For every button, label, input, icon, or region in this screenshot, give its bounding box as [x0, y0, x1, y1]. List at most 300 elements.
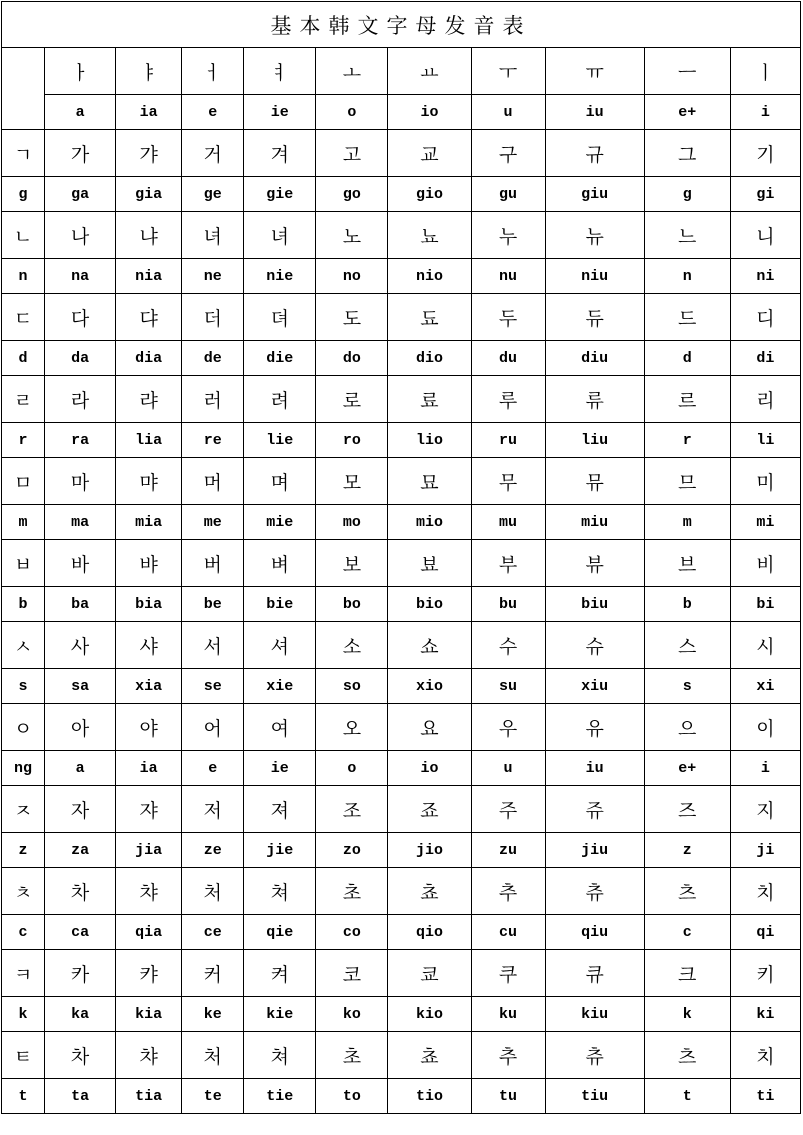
romanization-cell: bi	[730, 587, 800, 622]
syllable-cell: 쵸	[388, 868, 471, 915]
syllable-cell: 츄	[545, 1032, 644, 1079]
syllable-cell: 크	[644, 950, 730, 997]
romanization-row	[2, 259, 801, 294]
syllable-cell: 녀	[244, 212, 316, 259]
romanization-cell: qiu	[545, 915, 644, 950]
vowel-cell: ㅏ	[45, 48, 116, 95]
vowel-header-row	[2, 48, 801, 95]
corner-cell	[2, 48, 45, 130]
romanization-row	[2, 669, 801, 704]
syllable-cell: 모	[316, 458, 388, 505]
syllable-cell: 즈	[644, 786, 730, 833]
romanization-cell: e+	[644, 751, 730, 786]
syllable-cell: 그	[644, 130, 730, 177]
romanization-cell: nia	[116, 259, 182, 294]
romanization-cell: tia	[116, 1079, 182, 1114]
romanization-cell: ta	[45, 1079, 116, 1114]
syllable-cell: 려	[244, 376, 316, 423]
romanization-cell: bu	[471, 587, 545, 622]
romanization-cell: jiu	[545, 833, 644, 868]
romanization-cell: nio	[388, 259, 471, 294]
syllable-cell: 느	[644, 212, 730, 259]
syllable-cell: 시	[730, 622, 800, 669]
romanization-row	[2, 751, 801, 786]
syllable-cell: 우	[471, 704, 545, 751]
syllable-cell: 먀	[116, 458, 182, 505]
syllable-cell: 쇼	[388, 622, 471, 669]
syllable-cell: 뇨	[388, 212, 471, 259]
syllable-cell: 기	[730, 130, 800, 177]
consonant-cell: ㅌ	[2, 1032, 45, 1079]
syllable-cell: 버	[182, 540, 244, 587]
romanization-cell: diu	[545, 341, 644, 376]
syllable-cell: 쵸	[388, 1032, 471, 1079]
vowel-cell: ㅕ	[244, 48, 316, 95]
consonant-cell: ㅇ	[2, 704, 45, 751]
romanization-cell: dio	[388, 341, 471, 376]
syllable-cell: 쿄	[388, 950, 471, 997]
syllable-cell: 며	[244, 458, 316, 505]
romanization-cell: su	[471, 669, 545, 704]
consonant-roman-cell: t	[2, 1079, 45, 1114]
syllable-cell: 처	[182, 1032, 244, 1079]
consonant-cell: ㅂ	[2, 540, 45, 587]
syllable-cell: 샤	[116, 622, 182, 669]
syllable-cell: 뱌	[116, 540, 182, 587]
syllable-cell: 갸	[116, 130, 182, 177]
syllable-cell: 뉴	[545, 212, 644, 259]
vowel-roman-cell: ia	[116, 95, 182, 130]
romanization-cell: re	[182, 423, 244, 458]
romanization-cell: ma	[45, 505, 116, 540]
romanization-cell: z	[644, 833, 730, 868]
romanization-cell: jio	[388, 833, 471, 868]
syllable-row	[2, 786, 801, 833]
syllable-cell: 오	[316, 704, 388, 751]
romanization-cell: ne	[182, 259, 244, 294]
syllable-cell: 챠	[116, 1032, 182, 1079]
syllable-cell: 듀	[545, 294, 644, 341]
syllable-cell: 르	[644, 376, 730, 423]
romanization-cell: iu	[545, 751, 644, 786]
romanization-cell: du	[471, 341, 545, 376]
romanization-cell: a	[45, 751, 116, 786]
romanization-cell: u	[471, 751, 545, 786]
consonant-cell: ㅊ	[2, 868, 45, 915]
syllable-cell: 차	[45, 868, 116, 915]
syllable-cell: 캬	[116, 950, 182, 997]
romanization-cell: zo	[316, 833, 388, 868]
romanization-cell: da	[45, 341, 116, 376]
syllable-row	[2, 540, 801, 587]
romanization-cell: qi	[730, 915, 800, 950]
romanization-cell: gio	[388, 177, 471, 212]
vowel-roman-cell: o	[316, 95, 388, 130]
romanization-cell: xi	[730, 669, 800, 704]
syllable-cell: 치	[730, 1032, 800, 1079]
syllable-cell: 쳐	[244, 868, 316, 915]
syllable-cell: 리	[730, 376, 800, 423]
vowel-cell: ㅗ	[316, 48, 388, 95]
syllable-cell: 냐	[116, 212, 182, 259]
vowel-roman-cell: e+	[644, 95, 730, 130]
syllable-cell: 누	[471, 212, 545, 259]
syllable-cell: 비	[730, 540, 800, 587]
romanization-cell: se	[182, 669, 244, 704]
vowel-cell: ㅛ	[388, 48, 471, 95]
romanization-cell: gi	[730, 177, 800, 212]
vowel-cell: ㅠ	[545, 48, 644, 95]
syllable-cell: 두	[471, 294, 545, 341]
romanization-cell: bo	[316, 587, 388, 622]
syllable-cell: 차	[45, 1032, 116, 1079]
romanization-cell: sa	[45, 669, 116, 704]
syllable-cell: 저	[182, 786, 244, 833]
consonant-roman-cell: d	[2, 341, 45, 376]
romanization-cell: kiu	[545, 997, 644, 1032]
syllable-row	[2, 950, 801, 997]
hangul-pronunciation-table	[1, 1, 801, 1114]
vowel-cell: ㅡ	[644, 48, 730, 95]
romanization-cell: jia	[116, 833, 182, 868]
vowel-roman-cell: i	[730, 95, 800, 130]
romanization-cell: die	[244, 341, 316, 376]
vowel-roman-cell: io	[388, 95, 471, 130]
romanization-cell: de	[182, 341, 244, 376]
romanization-cell: me	[182, 505, 244, 540]
romanization-cell: io	[388, 751, 471, 786]
romanization-cell: gia	[116, 177, 182, 212]
romanization-cell: ti	[730, 1079, 800, 1114]
romanization-cell: k	[644, 997, 730, 1032]
romanization-cell: lia	[116, 423, 182, 458]
syllable-cell: 마	[45, 458, 116, 505]
syllable-cell: 거	[182, 130, 244, 177]
romanization-row	[2, 177, 801, 212]
vowel-roman-row	[2, 95, 801, 130]
romanization-cell: mio	[388, 505, 471, 540]
romanization-cell: ge	[182, 177, 244, 212]
syllable-cell: 츠	[644, 868, 730, 915]
syllable-cell: 묘	[388, 458, 471, 505]
romanization-cell: mu	[471, 505, 545, 540]
syllable-cell: 져	[244, 786, 316, 833]
romanization-cell: ba	[45, 587, 116, 622]
syllable-cell: 커	[182, 950, 244, 997]
romanization-cell: ra	[45, 423, 116, 458]
syllable-cell: 니	[730, 212, 800, 259]
romanization-cell: gu	[471, 177, 545, 212]
consonant-roman-cell: z	[2, 833, 45, 868]
syllable-cell: 키	[730, 950, 800, 997]
vowel-roman-cell: e	[182, 95, 244, 130]
romanization-cell: qia	[116, 915, 182, 950]
syllable-cell: 츠	[644, 1032, 730, 1079]
romanization-row	[2, 505, 801, 540]
syllable-cell: 녀	[182, 212, 244, 259]
syllable-cell: 브	[644, 540, 730, 587]
romanization-cell: ko	[316, 997, 388, 1032]
vowel-roman-cell: ie	[244, 95, 316, 130]
syllable-cell: 쥬	[545, 786, 644, 833]
romanization-cell: t	[644, 1079, 730, 1114]
romanization-cell: i	[730, 751, 800, 786]
romanization-cell: jie	[244, 833, 316, 868]
consonant-roman-cell: s	[2, 669, 45, 704]
romanization-cell: ie	[244, 751, 316, 786]
syllable-cell: 규	[545, 130, 644, 177]
romanization-cell: nu	[471, 259, 545, 294]
romanization-cell: tie	[244, 1079, 316, 1114]
vowel-roman-cell: iu	[545, 95, 644, 130]
syllable-cell: 이	[730, 704, 800, 751]
syllable-cell: 서	[182, 622, 244, 669]
syllable-cell: 고	[316, 130, 388, 177]
syllable-cell: 루	[471, 376, 545, 423]
romanization-row	[2, 1079, 801, 1114]
syllable-cell: 자	[45, 786, 116, 833]
romanization-cell: s	[644, 669, 730, 704]
syllable-cell: 무	[471, 458, 545, 505]
consonant-cell: ㄱ	[2, 130, 45, 177]
syllable-cell: 부	[471, 540, 545, 587]
romanization-row	[2, 915, 801, 950]
romanization-cell: te	[182, 1079, 244, 1114]
syllable-cell: 지	[730, 786, 800, 833]
romanization-cell: kia	[116, 997, 182, 1032]
syllable-cell: 댜	[116, 294, 182, 341]
syllable-row	[2, 458, 801, 505]
consonant-roman-cell: b	[2, 587, 45, 622]
syllable-cell: 노	[316, 212, 388, 259]
syllable-cell: 조	[316, 786, 388, 833]
syllable-row	[2, 294, 801, 341]
syllable-cell: 여	[244, 704, 316, 751]
romanization-cell: go	[316, 177, 388, 212]
consonant-cell: ㄴ	[2, 212, 45, 259]
romanization-cell: no	[316, 259, 388, 294]
syllable-row	[2, 130, 801, 177]
romanization-cell: lio	[388, 423, 471, 458]
syllable-cell: 드	[644, 294, 730, 341]
syllable-cell: 다	[45, 294, 116, 341]
syllable-row	[2, 376, 801, 423]
romanization-cell: r	[644, 423, 730, 458]
romanization-row	[2, 341, 801, 376]
romanization-cell: m	[644, 505, 730, 540]
vowel-cell: ㅜ	[471, 48, 545, 95]
romanization-cell: ka	[45, 997, 116, 1032]
syllable-cell: 어	[182, 704, 244, 751]
consonant-roman-cell: n	[2, 259, 45, 294]
romanization-cell: ji	[730, 833, 800, 868]
romanization-cell: bie	[244, 587, 316, 622]
consonant-roman-cell: g	[2, 177, 45, 212]
consonant-cell: ㅋ	[2, 950, 45, 997]
romanization-cell: ke	[182, 997, 244, 1032]
syllable-cell: 머	[182, 458, 244, 505]
romanization-cell: do	[316, 341, 388, 376]
syllable-row	[2, 704, 801, 751]
syllable-cell: 교	[388, 130, 471, 177]
romanization-cell: xie	[244, 669, 316, 704]
vowel-cell: ㅣ	[730, 48, 800, 95]
romanization-cell: mo	[316, 505, 388, 540]
romanization-cell: tiu	[545, 1079, 644, 1114]
syllable-cell: 큐	[545, 950, 644, 997]
romanization-cell: li	[730, 423, 800, 458]
syllable-cell: 벼	[244, 540, 316, 587]
vowel-roman-cell: u	[471, 95, 545, 130]
consonant-roman-cell: k	[2, 997, 45, 1032]
romanization-row	[2, 423, 801, 458]
romanization-row	[2, 833, 801, 868]
syllable-cell: 가	[45, 130, 116, 177]
romanization-cell: zu	[471, 833, 545, 868]
syllable-cell: 디	[730, 294, 800, 341]
romanization-cell: ce	[182, 915, 244, 950]
consonant-cell: ㄷ	[2, 294, 45, 341]
syllable-row	[2, 212, 801, 259]
romanization-cell: e	[182, 751, 244, 786]
syllable-cell: 야	[116, 704, 182, 751]
syllable-cell: 뷰	[545, 540, 644, 587]
syllable-cell: 처	[182, 868, 244, 915]
consonant-roman-cell: r	[2, 423, 45, 458]
romanization-cell: co	[316, 915, 388, 950]
syllable-cell: 쟈	[116, 786, 182, 833]
romanization-cell: to	[316, 1079, 388, 1114]
syllable-cell: 로	[316, 376, 388, 423]
syllable-cell: 나	[45, 212, 116, 259]
syllable-cell: 셔	[244, 622, 316, 669]
syllable-cell: 츄	[545, 868, 644, 915]
romanization-cell: dia	[116, 341, 182, 376]
romanization-cell: so	[316, 669, 388, 704]
syllable-cell: 바	[45, 540, 116, 587]
syllable-cell: 으	[644, 704, 730, 751]
romanization-cell: o	[316, 751, 388, 786]
consonant-cell: ㅅ	[2, 622, 45, 669]
romanization-cell: ku	[471, 997, 545, 1032]
syllable-cell: 카	[45, 950, 116, 997]
romanization-cell: niu	[545, 259, 644, 294]
syllable-cell: 됴	[388, 294, 471, 341]
syllable-cell: 료	[388, 376, 471, 423]
syllable-cell: 죠	[388, 786, 471, 833]
romanization-cell: di	[730, 341, 800, 376]
romanization-cell: ze	[182, 833, 244, 868]
syllable-row	[2, 622, 801, 669]
romanization-cell: ga	[45, 177, 116, 212]
romanization-row	[2, 997, 801, 1032]
syllable-cell: 보	[316, 540, 388, 587]
romanization-cell: bio	[388, 587, 471, 622]
syllable-cell: 코	[316, 950, 388, 997]
romanization-cell: qio	[388, 915, 471, 950]
syllable-cell: 겨	[244, 130, 316, 177]
romanization-cell: miu	[545, 505, 644, 540]
syllable-row	[2, 1032, 801, 1079]
romanization-cell: liu	[545, 423, 644, 458]
syllable-cell: 류	[545, 376, 644, 423]
syllable-cell: 요	[388, 704, 471, 751]
syllable-cell: 켜	[244, 950, 316, 997]
romanization-cell: kie	[244, 997, 316, 1032]
romanization-cell: tu	[471, 1079, 545, 1114]
romanization-cell: ki	[730, 997, 800, 1032]
romanization-cell: d	[644, 341, 730, 376]
syllable-cell: 쳐	[244, 1032, 316, 1079]
syllable-cell: 주	[471, 786, 545, 833]
vowel-roman-cell: a	[45, 95, 116, 130]
romanization-cell: za	[45, 833, 116, 868]
consonant-cell: ㅈ	[2, 786, 45, 833]
romanization-cell: be	[182, 587, 244, 622]
romanization-cell: cu	[471, 915, 545, 950]
romanization-cell: ca	[45, 915, 116, 950]
syllable-cell: 추	[471, 1032, 545, 1079]
romanization-cell: ni	[730, 259, 800, 294]
syllable-cell: 초	[316, 868, 388, 915]
romanization-cell: c	[644, 915, 730, 950]
romanization-cell: kio	[388, 997, 471, 1032]
syllable-cell: 추	[471, 868, 545, 915]
romanization-cell: gie	[244, 177, 316, 212]
romanization-cell: ro	[316, 423, 388, 458]
romanization-cell: xia	[116, 669, 182, 704]
romanization-cell: na	[45, 259, 116, 294]
consonant-roman-cell: m	[2, 505, 45, 540]
syllable-cell: 뮤	[545, 458, 644, 505]
romanization-cell: mi	[730, 505, 800, 540]
syllable-cell: 더	[182, 294, 244, 341]
romanization-cell: ru	[471, 423, 545, 458]
syllable-cell: 구	[471, 130, 545, 177]
syllable-cell: 미	[730, 458, 800, 505]
romanization-cell: nie	[244, 259, 316, 294]
romanization-cell: b	[644, 587, 730, 622]
romanization-cell: bia	[116, 587, 182, 622]
romanization-cell: ia	[116, 751, 182, 786]
romanization-row	[2, 587, 801, 622]
syllable-cell: 라	[45, 376, 116, 423]
syllable-cell: 랴	[116, 376, 182, 423]
syllable-cell: 뎌	[244, 294, 316, 341]
syllable-cell: 사	[45, 622, 116, 669]
syllable-cell: 므	[644, 458, 730, 505]
syllable-cell: 스	[644, 622, 730, 669]
syllable-cell: 러	[182, 376, 244, 423]
romanization-cell: xio	[388, 669, 471, 704]
vowel-cell: ㅓ	[182, 48, 244, 95]
table-title: 基本韩文字母发音表	[2, 2, 801, 48]
syllable-cell: 유	[545, 704, 644, 751]
romanization-cell: tio	[388, 1079, 471, 1114]
syllable-cell: 소	[316, 622, 388, 669]
syllable-cell: 챠	[116, 868, 182, 915]
romanization-cell: xiu	[545, 669, 644, 704]
syllable-cell: 아	[45, 704, 116, 751]
romanization-cell: g	[644, 177, 730, 212]
romanization-cell: biu	[545, 587, 644, 622]
syllable-cell: 뵤	[388, 540, 471, 587]
consonant-cell: ㄹ	[2, 376, 45, 423]
syllable-cell: 슈	[545, 622, 644, 669]
romanization-cell: lie	[244, 423, 316, 458]
syllable-cell: 쿠	[471, 950, 545, 997]
romanization-cell: mie	[244, 505, 316, 540]
